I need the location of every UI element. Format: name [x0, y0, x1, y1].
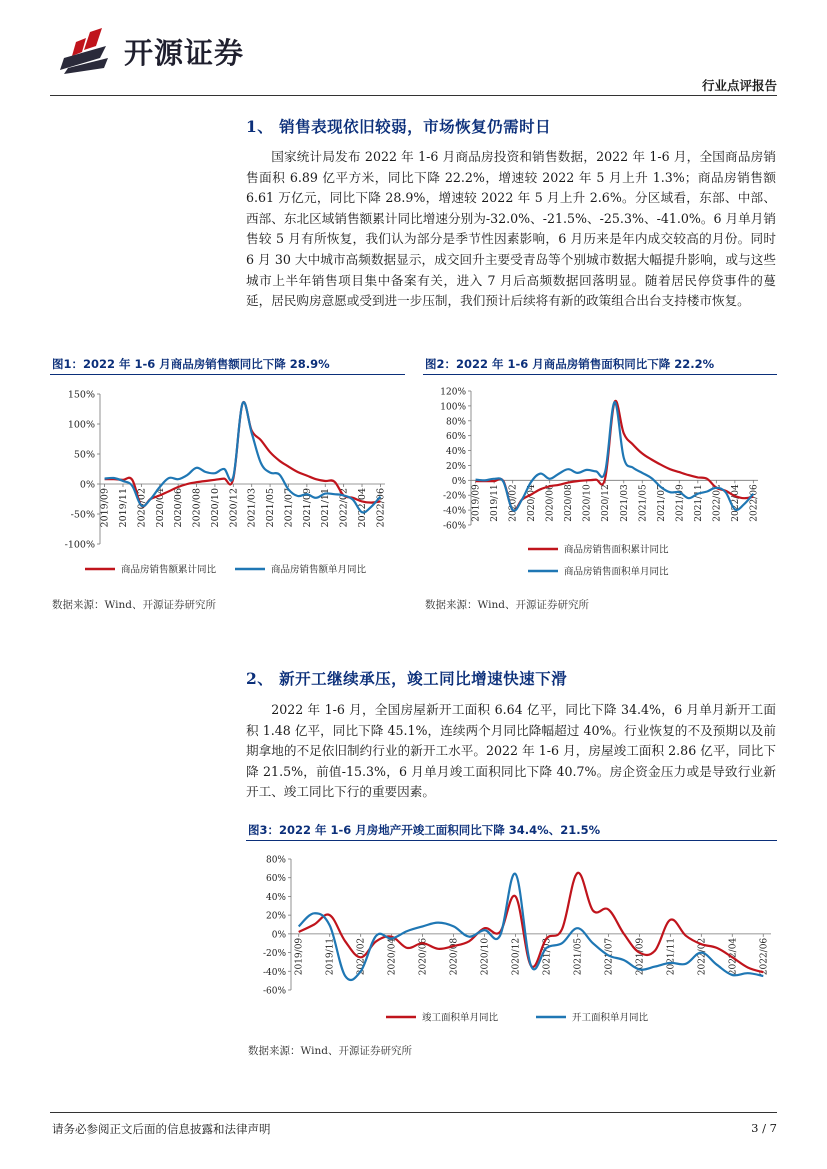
x-tick-label: 2022/04	[730, 484, 741, 522]
x-tick-label: 2019/09	[294, 937, 305, 976]
footer-divider	[50, 1112, 777, 1113]
x-tick-label: 2020/12	[511, 937, 522, 976]
legend-label-1: 竣工面积单月同比	[422, 1012, 499, 1024]
x-tick-label: 2021/03	[619, 484, 630, 522]
legend-label-2: 商品房销售额单月同比	[271, 564, 367, 576]
x-tick-label: 2019/11	[325, 937, 336, 976]
y-tick-label: 0%	[271, 930, 286, 941]
y-tick-label: 40%	[445, 447, 466, 458]
x-tick-label: 2021/07	[656, 484, 667, 522]
y-tick-label: 60%	[445, 432, 466, 443]
x-tick-label: 2022/06	[749, 484, 760, 522]
x-tick-label: 2020/04	[154, 488, 166, 528]
report-type-label: 行业点评报告	[701, 78, 777, 93]
figure2-source: 数据来源：Wind、开源证券研究所	[425, 599, 589, 611]
chart1-sales-amount	[50, 378, 405, 588]
x-tick-label: 2022/02	[338, 488, 350, 528]
x-tick-label: 2021/05	[573, 937, 584, 976]
x-tick-label: 2020/08	[191, 488, 203, 528]
x-tick-label: 2020/02	[136, 488, 148, 528]
x-tick-label: 2019/11	[117, 488, 129, 528]
x-tick-label: 2020/06	[545, 484, 556, 522]
chart2-sales-area	[423, 378, 777, 588]
x-tick-label: 2020/10	[480, 937, 491, 976]
chart3-construction	[246, 845, 776, 1030]
x-tick-label: 2019/11	[490, 484, 501, 522]
y-tick-label: 20%	[265, 911, 286, 922]
y-tick-label: 50%	[73, 449, 95, 461]
x-tick-label: 2021/09	[301, 488, 313, 528]
section2-body: 2022 年 1-6 月，全国房屋新开工面积 6.64 亿平，同比下降 34.4%，6 月单月新开工面积 1.48 亿平，同比下降 45.1%，连续两个月同比降幅超过 40%。行业恢复的不及预期以及前期拿地的不足依旧制约行业的新开工水平。2022 年 1-6 月，房屋竣工面积 2.86 亿平，同比下降 21.5%，前值-15.3%，6 月单月竣工面积同比下降 40.7%。房企资金压力或是导致行业新开工、竣工同比下行的重要因素。	[246, 702, 776, 800]
x-tick-label: 2021/11	[693, 484, 704, 522]
x-tick-label: 2020/02	[356, 937, 367, 976]
page-number: 3 / 7	[751, 1121, 777, 1135]
y-tick-label: 60%	[265, 874, 286, 885]
x-tick-label: 2021/07	[604, 937, 615, 976]
figure3-source: 数据来源：Wind、开源证券研究所	[248, 1045, 412, 1057]
x-tick-label: 2020/12	[601, 484, 612, 522]
x-tick-label: 2021/11	[666, 937, 677, 976]
x-tick-label: 2020/04	[527, 484, 538, 522]
series-line-2	[299, 874, 764, 980]
x-tick-label: 2021/11	[320, 488, 332, 528]
y-tick-label: -100%	[64, 539, 95, 551]
x-tick-label: 2021/03	[246, 488, 258, 528]
x-tick-label: 2020/04	[387, 937, 398, 976]
company-name: 开源证券	[124, 36, 245, 70]
x-tick-label: 2022/04	[357, 488, 369, 528]
section1-title: 1、 销售表现依旧较弱，市场恢复仍需时日	[246, 117, 552, 136]
figure3-title-rule	[246, 840, 777, 841]
legend-label-2: 商品房销售面积单月同比	[564, 566, 669, 578]
y-tick-label: 100%	[67, 419, 95, 431]
y-tick-label: 80%	[265, 855, 286, 866]
x-tick-label: 2019/09	[471, 484, 482, 522]
section1-body: 国家统计局发布 2022 年 1-6 月商品房投资和销售数据，2022 年 1-6 月，全国商品房销售面积 6.89 亿平方米，同比下降 22.2%，增速较 2022 年 5 月上升 1.3%；商品房销售额 6.61 万亿元，同比下降 28.9%，增速较 2022 年 5 月上升 2.6%。分区域看，东部、中部、西部、东北区域销售额累计同比增速分别为-32.0%、-21.5%、-25.3%、-41.0%。6 月单月销售较 5 月有所恢复，我们认为部分是季节性因素影响，6 月历来是年内成交较高的月份。同时 6 月 30 大中城市高频数据显示，成交回升主要受青岛等个别城市数据大幅提升影响，或与这些城市上半年销售项目集中备案有关，进入 7 月后高频数据回落明显。随着居民停贷事件的蔓延，居民购房意愿或受到进一步压制，我们预计后续将有新的政策组合出台支持楼市恢复。	[246, 149, 776, 309]
y-tick-label: 100%	[440, 402, 466, 413]
x-tick-label: 2022/06	[759, 937, 770, 976]
x-tick-label: 2020/08	[449, 937, 460, 976]
figure1-title-rule	[50, 374, 405, 375]
x-tick-label: 2021/03	[542, 937, 553, 976]
x-tick-label: 2020/10	[582, 484, 593, 522]
x-tick-label: 2022/02	[697, 937, 708, 976]
y-tick-label: 40%	[265, 892, 286, 903]
figure2-title-rule	[423, 374, 777, 375]
legend-label-1: 商品房销售额累计同比	[121, 564, 217, 576]
x-tick-label: 2020/06	[173, 488, 185, 528]
x-tick-label: 2019/09	[99, 488, 111, 528]
header-divider	[50, 95, 777, 96]
x-tick-label: 2022/04	[728, 937, 739, 976]
company-logo-icon	[60, 28, 116, 74]
figure2-title: 图2：2022 年 1-6 月商品房销售面积同比下降 22.2%	[425, 357, 715, 371]
x-tick-label: 2021/05	[265, 488, 277, 528]
figure3-title: 图3：2022 年 1-6 月房地产开竣工面积同比下降 34.4%、21.5%	[248, 823, 601, 837]
x-tick-label: 2020/06	[418, 937, 429, 976]
x-tick-label: 2020/02	[508, 484, 519, 522]
x-tick-label: 2022/06	[375, 488, 387, 528]
x-tick-label: 2020/08	[564, 484, 575, 522]
x-tick-label: 2020/12	[228, 488, 240, 528]
y-tick-label: -40%	[442, 506, 466, 517]
y-tick-label: -20%	[262, 949, 286, 960]
y-tick-label: 80%	[445, 417, 466, 428]
figure1-title: 图1：2022 年 1-6 月商品房销售额同比下降 28.9%	[52, 357, 330, 371]
legend-label-1: 商品房销售面积累计同比	[564, 544, 669, 556]
y-tick-label: -60%	[262, 986, 286, 997]
y-tick-label: 150%	[67, 389, 95, 401]
section2-title: 2、 新开工继续承压，竣工同比增速快速下滑	[246, 669, 568, 688]
y-tick-label: -20%	[442, 491, 466, 502]
y-tick-label: -50%	[70, 509, 95, 521]
y-tick-label: -60%	[442, 521, 466, 532]
y-tick-label: 0%	[451, 476, 466, 487]
footer-disclaimer: 请务必参阅正文后面的信息披露和法律声明	[52, 1122, 271, 1136]
legend-label-2: 开工面积单月同比	[572, 1012, 649, 1024]
y-tick-label: 120%	[440, 387, 466, 398]
x-tick-label: 2022/02	[712, 484, 723, 522]
figure1-source: 数据来源：Wind、开源证券研究所	[52, 599, 216, 611]
y-tick-label: -40%	[262, 967, 286, 978]
x-tick-label: 2021/05	[638, 484, 649, 522]
x-tick-label: 2020/10	[209, 488, 221, 528]
y-tick-label: 0%	[79, 479, 95, 491]
x-tick-label: 2021/09	[635, 937, 646, 976]
x-tick-label: 2021/09	[675, 484, 686, 522]
y-tick-label: 20%	[445, 461, 466, 472]
x-tick-label: 2021/07	[283, 488, 295, 528]
